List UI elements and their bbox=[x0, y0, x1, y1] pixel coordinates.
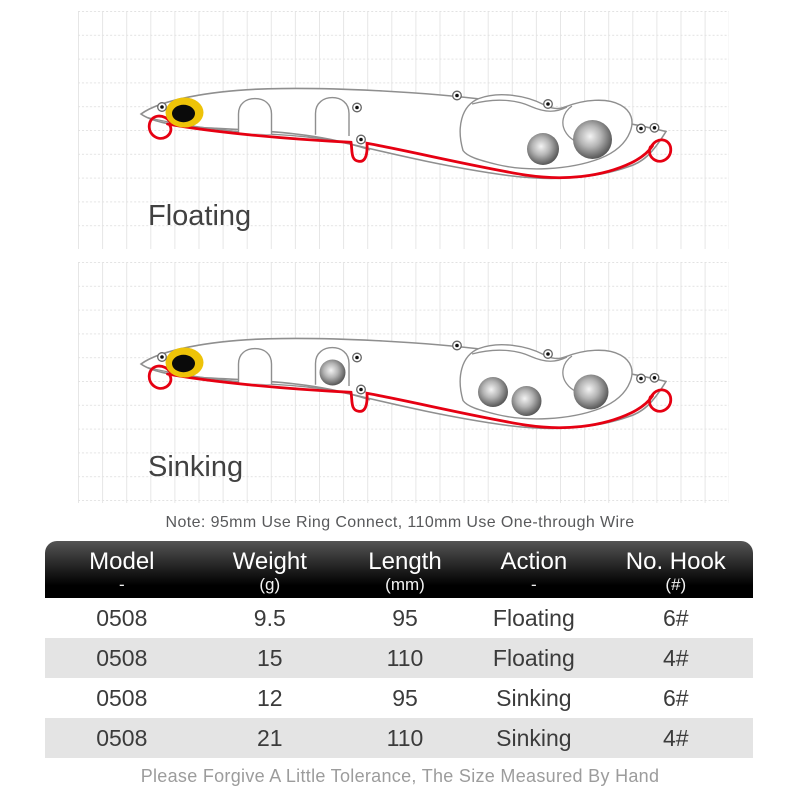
tolerance-disclaimer: Please Forgive A Little Tolerance, The Size Measured By Hand bbox=[140, 766, 660, 786]
cell-action: Floating bbox=[492, 645, 575, 671]
cell-model: 0508 bbox=[96, 685, 148, 711]
header-cell-weight bbox=[199, 541, 341, 598]
column-unit: (mm) bbox=[385, 575, 425, 594]
column-unit: - bbox=[118, 575, 125, 594]
column-label: No. Hook bbox=[625, 548, 726, 575]
cell-length: 95 bbox=[392, 605, 418, 631]
weight-ball bbox=[320, 360, 346, 386]
column-label: Length bbox=[368, 548, 442, 575]
cell-action: Sinking bbox=[496, 725, 572, 751]
cell-action: Sinking bbox=[496, 685, 572, 711]
cell-weight: 21 bbox=[256, 725, 283, 751]
column-label: Model bbox=[89, 548, 155, 575]
weight-ball bbox=[574, 375, 609, 410]
cell-hook: 6# bbox=[663, 605, 689, 631]
weight-ball bbox=[573, 120, 612, 159]
table-row bbox=[45, 638, 753, 678]
weight-ball bbox=[512, 386, 542, 416]
cell-action: Floating bbox=[492, 605, 575, 631]
cell-model: 0508 bbox=[96, 605, 148, 631]
cell-length: 110 bbox=[386, 645, 424, 671]
spec-table bbox=[45, 541, 753, 758]
column-label: Weight bbox=[232, 548, 307, 575]
table-header bbox=[45, 541, 753, 598]
column-label: Action bbox=[500, 548, 568, 575]
cell-model: 0508 bbox=[96, 725, 148, 751]
cell-weight: 15 bbox=[256, 645, 283, 671]
weight-ball bbox=[527, 133, 559, 165]
cell-length: 95 bbox=[392, 685, 418, 711]
cell-model: 0508 bbox=[96, 645, 148, 671]
cell-weight: 12 bbox=[256, 685, 283, 711]
cell-hook: 6# bbox=[663, 685, 689, 711]
header-cell-action bbox=[469, 541, 599, 598]
weight-ball bbox=[478, 377, 508, 407]
table-row bbox=[45, 718, 753, 758]
cell-weight: 9.5 bbox=[253, 605, 286, 631]
header-cell-hook bbox=[599, 541, 753, 598]
column-unit: (g) bbox=[259, 575, 281, 594]
column-unit: (#) bbox=[665, 575, 687, 594]
note-text: Note: 95mm Use Ring Connect, 110mm Use One-through Wire bbox=[165, 514, 635, 531]
table-row bbox=[45, 598, 753, 638]
cell-length: 110 bbox=[386, 725, 424, 751]
header-cell-model bbox=[45, 541, 199, 598]
floating-label: Floating bbox=[148, 200, 252, 232]
header-cell-length bbox=[341, 541, 469, 598]
cell-hook: 4# bbox=[663, 725, 689, 751]
cell-hook: 4# bbox=[663, 645, 689, 671]
sinking-label: Sinking bbox=[148, 451, 244, 483]
table-row bbox=[45, 678, 753, 718]
column-unit: - bbox=[531, 575, 537, 594]
